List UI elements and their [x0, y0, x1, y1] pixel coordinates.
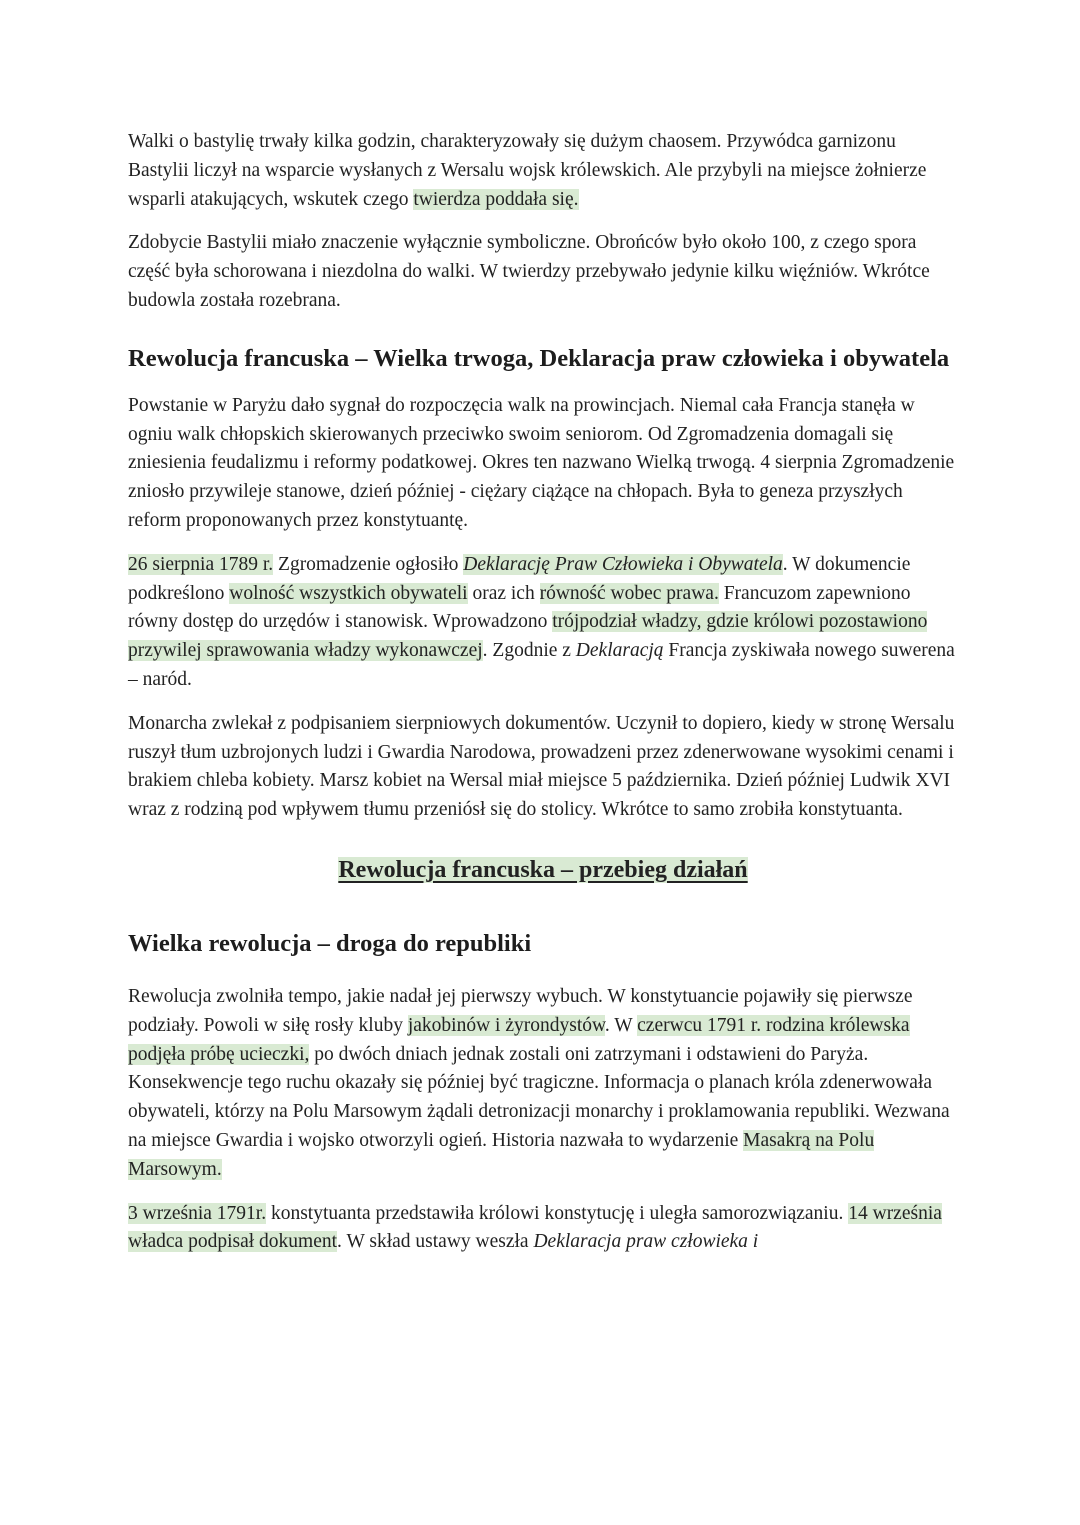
- text-run: Walki o bastylię trwały kilka godzin, charakteryzowały się dużym chaosem. Przywódca garnizonu Bastylii liczył na wsparcie wysłanych z Wersalu wojsk królewskich. Ale przybyli na miejsce żołnierze wsparli atakujących, wskutek czego: [128, 131, 927, 210]
- paragraph-bastille-fight: [128, 128, 958, 214]
- text-run: Rewolucja zwolniła tempo, jakie nadał jej pierwszy wybuch. W konstytuancie pojawiły się pierwsze podziały. Powoli w siłę rosły kluby: [128, 985, 913, 1036]
- paragraph-bastille-symbolic: [128, 229, 958, 315]
- text-run: . W: [604, 1014, 638, 1036]
- highlighted-text: jakobinów i żyrondystów: [407, 1014, 605, 1036]
- highlighted-text: równość wobec prawa.: [539, 582, 719, 604]
- paragraph-monarch: [128, 710, 958, 825]
- text-run: . Zgodnie z: [482, 640, 576, 662]
- text-run: po dwóch dniach jednak zostali oni zatrzymani i odstawieni do Paryża. Konsekwencje tego ruchu okazały się później być tragiczne. Informacja o planach króla zdenerwowała obywateli, którzy na Polu Marsowym żądali detronizacji monarchy i proklamowania republiki. Wezwana na miejsce Gwardia i wojsko otworzyli ogień. Historia nazwała to wydarzenie: [128, 1043, 950, 1151]
- highlighted-text: 26 sierpnia 1789 r.: [128, 553, 274, 575]
- paragraph-constitution: [128, 1200, 958, 1258]
- paragraph-great-fear: [128, 392, 958, 536]
- paragraph-declaration: [128, 551, 958, 695]
- highlighted-text: twierdza poddała się.: [413, 188, 579, 210]
- italic-text: Deklaracja praw człowieka i: [533, 1231, 759, 1253]
- text-run: Zgromadzenie ogłosiło: [273, 553, 464, 575]
- text-run: . W skład ustawy weszła: [337, 1231, 534, 1253]
- text-run: . W dokumencie podkreślono: [128, 553, 911, 604]
- section-heading-great-fear: Rewolucja francuska – Wielka trwoga, Deklaracja praw człowieka i obywatela: [128, 344, 950, 372]
- text-run: konstytuanta przedstawiła królowi konstytucję i uległa samorozwiązaniu.: [266, 1202, 849, 1224]
- section-heading-road-to-republic: Wielka rewolucja – droga do republiki: [128, 929, 532, 957]
- highlighted-text: trójpodział władzy, gdzie królowi pozostawiono przywilej sprawowania władzy wykonawczej: [128, 611, 928, 662]
- underlined-highlighted-title: Rewolucja francuska – przebieg działań: [338, 856, 748, 883]
- text-run: oraz ich: [467, 582, 540, 604]
- highlighted-text: Masakrą na Polu Marsowym.: [128, 1129, 875, 1180]
- text-run: Zdobycie Bastylii miało znaczenie wyłącznie symboliczne. Obrońców było około 100, z czego spora część była schorowana i niezdolna do walki. W twierdzy przebywało jedynie kilku więźniów. Wkrótce budowla została rozebrana.: [128, 232, 930, 311]
- text-run: Francuzom zapewniono równy dostęp do urzędów i stanowisk. Wprowadzono: [128, 582, 911, 633]
- highlighted-italic-text: Deklarację Praw Człowieka i Obywatela: [463, 553, 783, 575]
- highlighted-text: wolność wszystkich obywateli: [229, 582, 468, 604]
- italic-text: Deklaracją: [575, 640, 664, 662]
- document-page: [128, 128, 958, 1257]
- highlighted-text: 3 września 1791r.: [128, 1202, 267, 1224]
- text-run: Powstanie w Paryżu dało sygnał do rozpoczęcia walk na prowincjach. Niemal cała Francja stanęła w ogniu walk chłopskich skierowanych przeciwko swoim seniorom. Od Zgromadzenia domagali się zniesienia feudalizmu i reformy podatkowej. Okres ten nazwano Wielką trwogą. 4 sierpnia Zgromadzenie zniosło przywileje stanowe, dzień później - ciężary ciążące na chłopach. Była to geneza przyszłych reform proponowanych przez konstytuantę.: [128, 394, 955, 531]
- text-run: Monarcha zwlekał z podpisaniem sierpniowych dokumentów. Uczynił to dopiero, kiedy w stronę Wersalu ruszył tłum uzbrojonych ludzi i Gwardia Narodowa, prowadzeni przez zdenerwowane wysokimi cenami i brakiem chleba kobiety. Marsz kobiet na Wersal miał miejsce 5 października. Dzień później Ludwik XVI wraz z rodziną pod wpływem tłumu przeniósł się do stolicy. Wkrótce to samo zrobiła konstytuanta.: [128, 712, 955, 821]
- text-run: Francja zyskiwała nowego suwerena – naród.: [128, 640, 955, 690]
- centered-section-title: [128, 855, 958, 885]
- paragraph-revolution-slowdown: [128, 983, 958, 1185]
- highlighted-text: 14 września władca podpisał dokument: [128, 1202, 942, 1253]
- highlighted-text: czerwcu 1791 r. rodzina królewska podjęła próbę ucieczki,: [128, 1014, 910, 1065]
